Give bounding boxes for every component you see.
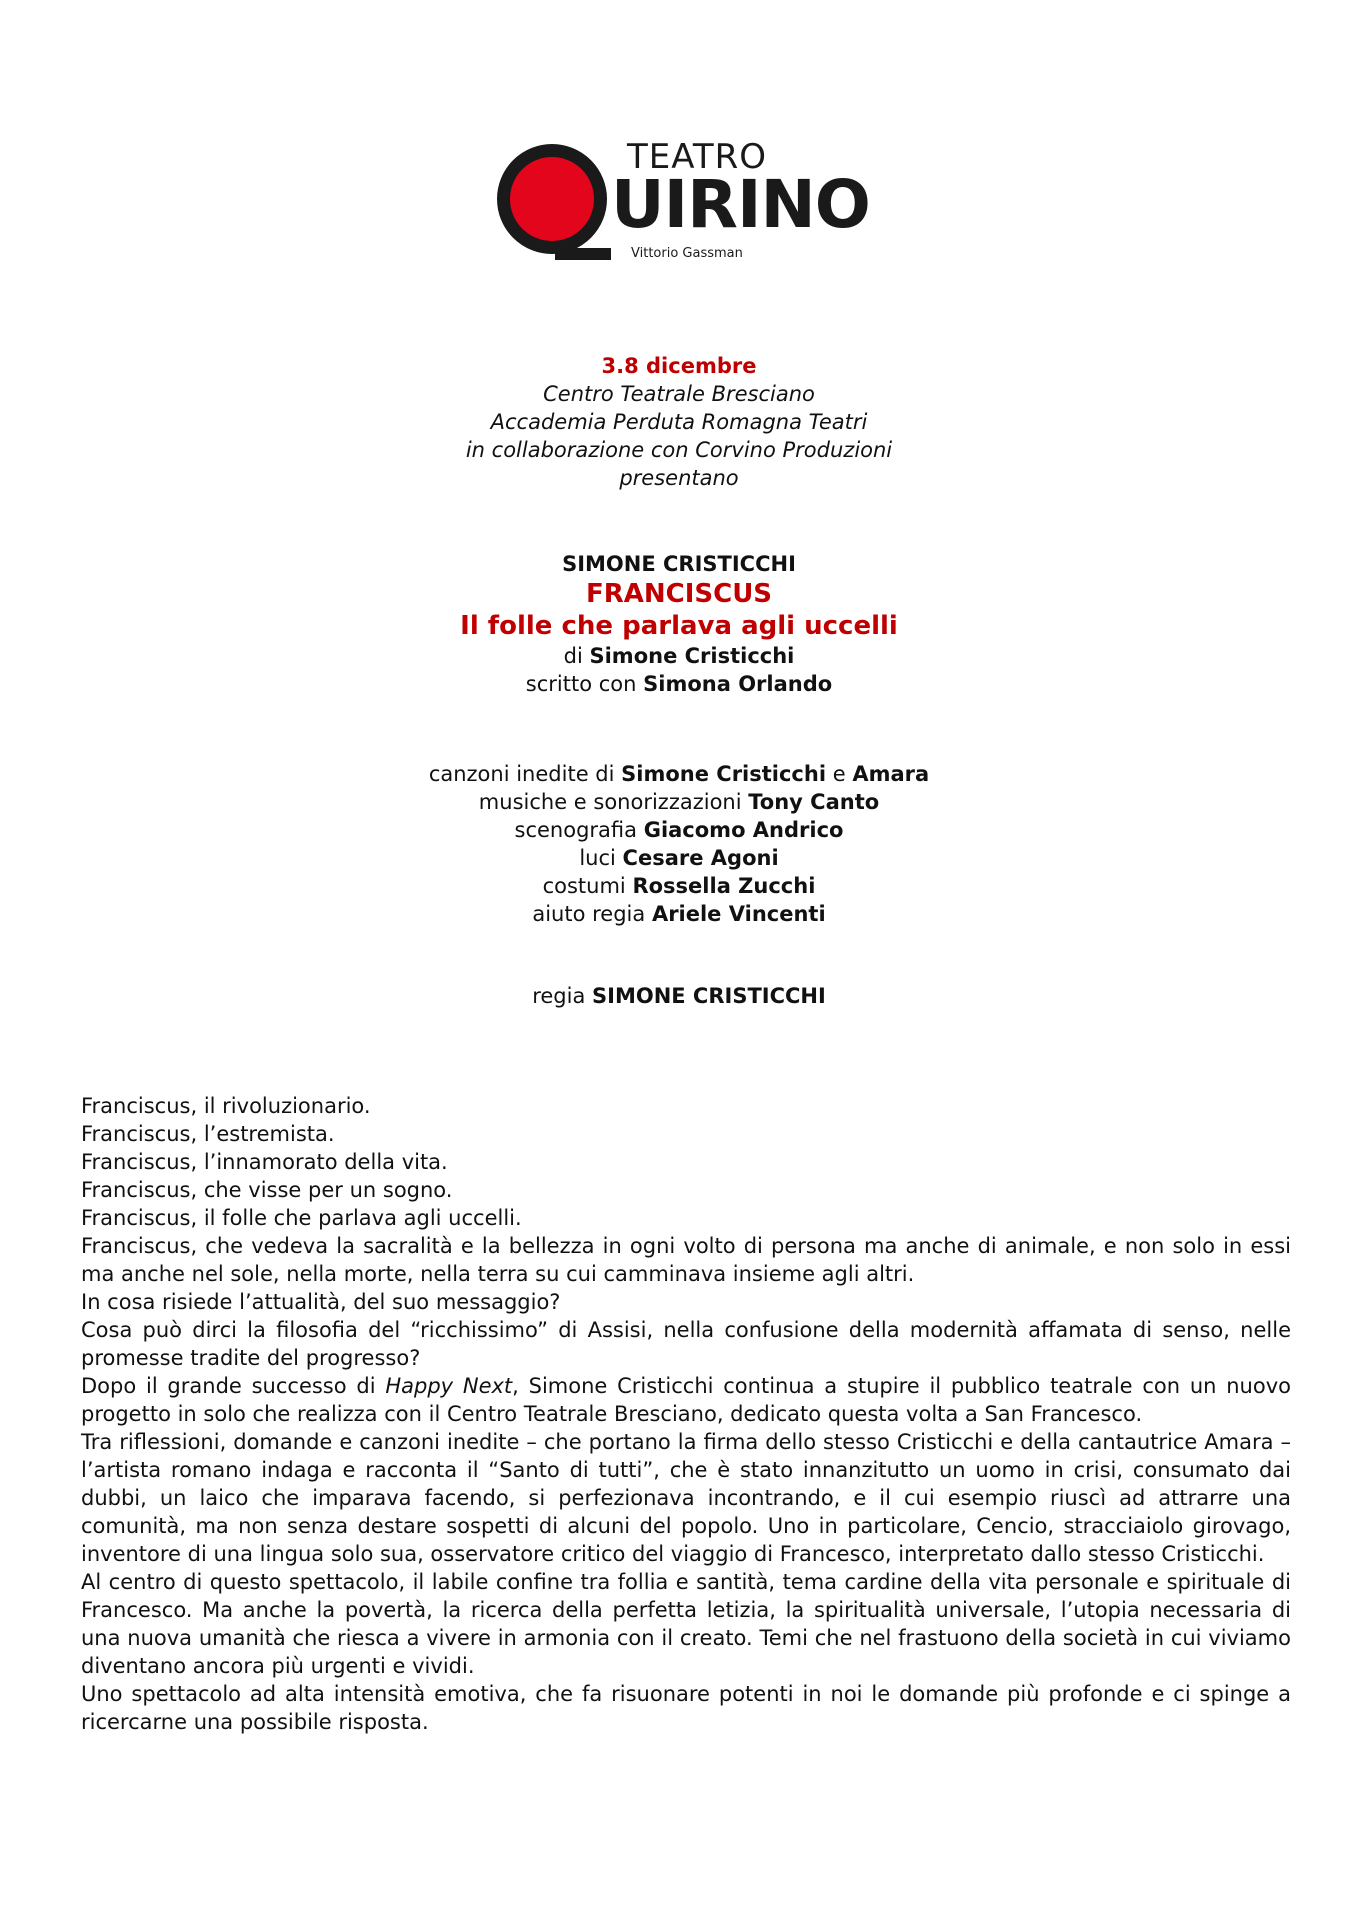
credit-name: Giacomo Andrico [643,818,844,842]
cowriter-prefix: scritto con [525,672,637,696]
cowriter-line [0,670,1358,698]
synopsis-paragraph: Uno spettacolo ad alta intensità emotiva, che fa risuonare potenti in noi le domande più profonde e ci spinge a ricercarne una possibile risposta. [81,1682,1291,1734]
synopsis-line: Franciscus, il folle che parlava agli uccelli. [81,1206,522,1230]
producer-line: Centro Teatrale Bresciano [543,382,815,406]
header-block [0,352,1358,492]
synopsis-line: Franciscus, l’estremista. [81,1122,335,1146]
credit-line [0,816,1358,844]
synopsis-paragraph: Al centro di questo spettacolo, il labile confine tra follia e santità, tema cardine della vita personale e spirituale di Francesco. Ma anche la povertà, la ricerca della perfetta letizia, la spiritualità universale, l’utopia necessaria di una nuova umanità che riesca a vivere in armonia con il creato. Temi che nel frastuono della società in cui viviamo diventano ancora più urgenti e vividi. [81,1570,1291,1678]
credit-line [0,760,1358,788]
synopsis-paragraph: Franciscus, che vedeva la sacralità e la bellezza in ogni volto di persona ma anche di animale, e non solo in essi ma anche nel sole, nella morte, nella terra su cui camminava insieme agli altri. [81,1234,1291,1286]
synopsis-paragraph: Cosa può dirci la filosofia del “ricchissimo” di Assisi, nella confusione della modernità affamata di senso, nelle promesse tradite del progresso? [81,1318,1291,1370]
director-name: SIMONE CRISTICCHI [592,984,826,1008]
logo-q-tail [555,248,611,260]
credit-line [0,844,1358,872]
credit-name: Simone Cristicchi [621,762,827,786]
direction-line [0,982,1358,1010]
synopsis-line: Franciscus, che visse per un sogno. [81,1178,453,1202]
synopsis-line: In cosa risiede l’attualità, del suo messaggio? [81,1290,561,1314]
synopsis-line: Franciscus, l’innamorato della vita. [81,1150,448,1174]
credit-name: Rossella Zucchi [632,874,816,898]
credit-role: canzoni inedite di [428,762,615,786]
synopsis-line: Franciscus, il rivoluzionario. [81,1094,371,1118]
credit-line [0,788,1358,816]
author-prefix: di [563,644,583,668]
credit-name: Tony Canto [748,790,880,814]
logo-quirino-text: UIRINO [611,166,870,243]
direction-role: regia [532,984,586,1008]
credit-name: Ariele Vincenti [651,902,826,926]
producer-line: presentano [619,466,739,490]
show-reference: Happy Next [385,1374,513,1398]
producer-line: Accademia Perduta Romagna Teatri [490,410,868,434]
text-run: , Simone Cristicchi continua a stupire il pubblico teatrale con un nuovo progetto in solo che realizza con il Centro Teatrale Bresciano, dedicato questa volta a San Francesco. [81,1374,1291,1426]
teatro-quirino-logo [493,137,883,265]
synopsis-paragraph-happy-next [81,1372,1291,1428]
show-subtitle: Il folle che parlava agli uccelli [460,611,898,641]
author-name: Simone Cristicchi [589,644,795,668]
credit-joiner: e [832,762,846,786]
logo-q-circle-icon [497,144,607,254]
credit-role: aiuto regia [532,902,646,926]
artist-name: SIMONE CRISTICCHI [562,552,796,576]
producer-line: in collaborazione con Corvino Produzioni [465,438,893,462]
credit-name: Amara [852,762,930,786]
credit-role: scenografia [514,818,638,842]
credits-block [0,760,1358,928]
credit-name: Cesare Agoni [622,846,779,870]
synopsis [81,1092,1291,1736]
show-title: FRANCISCUS [585,579,773,609]
credit-line [0,900,1358,928]
credit-role: costumi [542,874,626,898]
event-date: 3.8 dicembre [601,354,757,378]
logo-subtitle: Vittorio Gassman [631,246,743,261]
credit-role: luci [579,846,616,870]
cowriter-name: Simona Orlando [643,672,833,696]
credit-role: musiche e sonorizzazioni [478,790,742,814]
logo-teatro-text: TEATRO [627,137,768,177]
credit-line [0,872,1358,900]
author-line [0,642,1358,670]
synopsis-paragraph: Tra riflessioni, domande e canzoni inedite – che portano la firma dello stesso Cristicchi e della cantautrice Amara – l’artista romano indaga e racconta il “Santo di tutti”, che è stato innanzitutto un uomo in crisi, consumato dai dubbi, un laico che imparava facendo, si perfezionava incontrando, e il cui esempio riuscì ad attrarre una comunità, ma non senza destare sospetti di alcuni del popolo. Uno in particolare, Cencio, stracciaiolo girovago, inventore di una lingua solo sua, osservatore critico del viaggio di Francesco, interpretato dallo stesso Cristicchi. [81,1430,1291,1566]
title-block [0,550,1358,698]
text-run: Dopo il grande successo di [81,1374,386,1398]
